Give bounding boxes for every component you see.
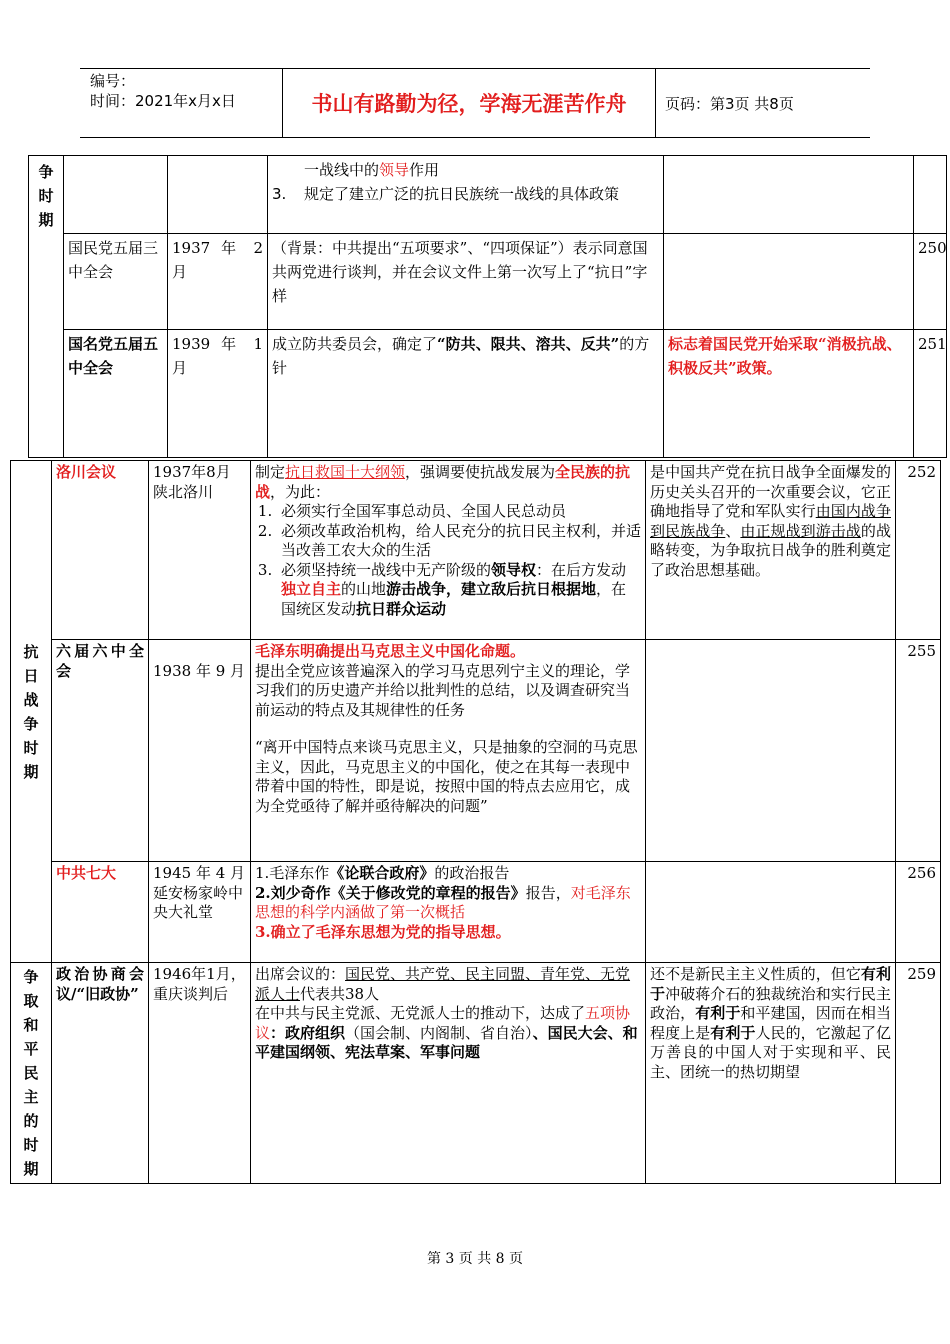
content-bold: 《关于修改党的章程的报告》 — [330, 883, 526, 902]
content-text: 出席会议的： — [255, 965, 346, 983]
meeting-content — [251, 461, 646, 640]
page-ref: 251 — [914, 330, 947, 458]
content-text: ：在后方发动 — [536, 560, 627, 579]
content-text: 的山地 — [341, 580, 387, 598]
content-text: ，强调要使抗战发展为 — [405, 463, 556, 481]
period-label: 抗日战争时期 — [23, 642, 39, 781]
table-row — [11, 461, 941, 640]
table-row — [29, 330, 947, 458]
meeting-significance — [646, 461, 896, 640]
sig-bold: 有利于 — [650, 965, 891, 1003]
content-text: 的方针 — [272, 335, 650, 377]
sig-text: 是中国共产党在抗日战争全面爆发的历史关头召开的一次重要会议，它正确地指导了党和军队实行 — [650, 463, 891, 520]
content-highlight: 全民族的抗战 — [255, 463, 631, 501]
meeting-date: 1939 年 1 月 — [168, 330, 268, 458]
content-list-item — [277, 561, 641, 620]
content-text: 制定 — [255, 463, 286, 481]
page-cell — [914, 156, 947, 234]
meeting-significance — [646, 963, 896, 1184]
page-ref: 259 — [896, 963, 941, 1184]
content-bold: 游击战争，建立敌后抗日根据地 — [386, 580, 597, 598]
content-text: 必须坚持统一战线中无产阶级的 — [281, 560, 492, 579]
period-cell — [11, 461, 52, 963]
page-ref: 256 — [896, 862, 941, 963]
table-row — [11, 963, 941, 1184]
content-highlight: 领导 — [379, 161, 410, 179]
content-text: 一战线中的 — [304, 161, 380, 179]
content-bold: 2.刘少奇作 — [255, 883, 331, 902]
meeting-date: 1937 年 2 月 — [168, 234, 268, 330]
place-text: 陕北洛川 — [153, 482, 214, 501]
content-list-item: 1. 必须实行全国军事总动员、全国人民总动员 — [277, 502, 641, 522]
meeting-significance — [646, 862, 896, 963]
content-headline: 毛泽东明确提出马克思主义中国化命题。 — [255, 642, 526, 660]
content-text: 1.毛泽东作 — [255, 864, 330, 882]
table-row — [29, 234, 947, 330]
meeting-content — [268, 330, 664, 458]
meeting-content — [251, 862, 646, 963]
page-header — [80, 68, 870, 138]
meeting-significance: 标志着国民党开始采取“消极抗战、积极反共”政策。 — [664, 330, 914, 458]
meeting-content — [251, 640, 646, 862]
content-text: 的政治报告 — [434, 864, 510, 882]
content-underline: 国民党、共产党、民主同盟、青年党、无党派人士 — [255, 965, 631, 1003]
table-row — [11, 862, 941, 963]
period-cell — [29, 156, 64, 458]
content-text: 成立防共委员会，确定了 — [272, 335, 438, 353]
content-cell: 一战线中的领导作用 3. 规定了建立广泛的抗日民族统一战线的具体政策 — [268, 156, 664, 234]
content-bold: 政府组织 — [285, 1023, 346, 1042]
date-cell — [168, 156, 268, 234]
meetings-table — [10, 460, 941, 1184]
meeting-name: 国名党五届五中全会 — [64, 330, 168, 458]
content-highlight: 对毛泽东思想的科学内涵做了第一次概括 — [255, 883, 631, 921]
date-text: 1937年8月 — [153, 463, 231, 481]
sig-text: 冲破蒋介石的独裁统治和实行民主政治， — [650, 984, 891, 1022]
content-bold: 、国民大会、和平建国纲领、宪法草案、军事问题 — [255, 1023, 638, 1061]
sig-text: 和平建国，因而在相当程度上是 — [650, 1004, 891, 1042]
content-bold: ： — [270, 1023, 286, 1042]
content-bold: 《论联合政府》 — [329, 864, 435, 882]
meeting-significance — [646, 640, 896, 862]
name-cell — [64, 156, 168, 234]
date-text: 1945 年 4 月 — [153, 864, 246, 882]
meeting-date: 1938 年 9 月 — [149, 640, 251, 862]
sig-text: 、 — [725, 521, 741, 540]
meetings-table-continued — [28, 155, 947, 458]
header-motto: 书山有路勤为径，学海无涯苦作舟 — [283, 69, 656, 137]
meeting-name: 六届六中全会 — [52, 640, 149, 862]
page-ref: 255 — [896, 640, 941, 862]
content-list-item: 规定了建立广泛的抗日民族统一战线的具体政策 — [304, 185, 620, 203]
sig-bold: 有利于 — [695, 1004, 741, 1022]
content-highlight: 五项协议 — [255, 1004, 631, 1042]
content-highlight: 3.确立了毛泽东思想为党的指导思想。 — [255, 922, 511, 941]
time-label: 时间：2021年x月x日 — [90, 92, 236, 110]
content-text: 作用 — [409, 161, 440, 179]
content-text: 在中共与民主党派、无党派人士的推动下，达成了 — [255, 1004, 586, 1022]
sig-text: 的战略转变，为争取抗日战争的胜利奠定了政治思想基础。 — [650, 521, 891, 579]
meeting-name: 国民党五届三中全会 — [64, 234, 168, 330]
page-footer: 第 3 页 共 8 页 — [426, 1251, 524, 1267]
meeting-name: 政治协商会议/“旧政协” — [52, 963, 149, 1184]
meeting-date — [149, 461, 251, 640]
content-text: ，在国统区发动 — [281, 580, 627, 618]
page-ref: 252 — [896, 461, 941, 640]
meeting-content — [251, 963, 646, 1184]
content-bold: 抗日群众运动 — [356, 599, 447, 618]
content-bold: 领导权 — [491, 560, 537, 579]
content-text: 报告， — [525, 883, 571, 902]
sig-bold: 有利于 — [710, 1023, 756, 1042]
number-label: 编号： — [90, 72, 136, 90]
meeting-date — [149, 862, 251, 963]
page-ref: 250 — [914, 234, 947, 330]
sig-text: 还不是新民主主义性质的，但它 — [650, 965, 861, 983]
sig-underline: 由国内战争到民族战争 — [650, 502, 891, 540]
meeting-date: 1946年1月，重庆谈判后 — [149, 963, 251, 1184]
content-paragraph: 提出全党应该普遍深入的学习马克思列宁主义的理论，学习我们的历史遗产并给以批判性的总结，以及调查研究当前运动的特点及其规律性的任务 — [255, 661, 631, 719]
meeting-name: 洛川会议 — [52, 461, 149, 640]
meeting-content: （背景：中共提出“五项要求”、“四项保证”）表示同意国共两党进行谈判，并在会议文件上第一次写上了“抗日”字样 — [268, 234, 664, 330]
page-number-label: 页码：第3页 共8页 — [665, 94, 794, 113]
content-text: 代表共38人 — [300, 984, 380, 1003]
period-cell — [11, 963, 52, 1184]
period-label: 争时期 — [38, 163, 54, 229]
table-row — [29, 156, 947, 234]
content-highlight: 独立自主 — [281, 580, 342, 598]
content-highlight: 抗日救国十大纲领 — [285, 463, 406, 481]
header-meta — [80, 69, 283, 137]
place-text: 延安杨家岭中央大礼堂 — [153, 883, 244, 921]
table-row — [11, 640, 941, 862]
content-quote: “离开中国特点来谈马克思主义，只是抽象的空洞的马克思主义，因此，马克思主义的中国化，使之在其每一表现中带着中国的特性，即是说，按照中国的特点去应用它，成为全党亟待了解并亟待解决的问题” — [255, 738, 638, 815]
content-text: （国会制、内阁制、省自治） — [345, 1023, 533, 1042]
sig-text: 人民的，它激起了亿万善良的中国人对于实现和平、民主、团统一的热切期望 — [650, 1023, 891, 1081]
meeting-significance — [664, 234, 914, 330]
content-text: ，为此： — [270, 482, 331, 501]
content-list-item: 2. 必须改革政治机构，给人民充分的抗日民主权利，并适当改善工农大众的生活 — [277, 522, 641, 561]
meeting-name: 中共七大 — [52, 862, 149, 963]
content-bold: “防共、限共、溶共、反共” — [437, 335, 620, 353]
sig-underline: 由正规战到游击战 — [740, 521, 861, 540]
significance-cell — [664, 156, 914, 234]
period-label: 争取和平民主的时期 — [23, 968, 39, 1178]
